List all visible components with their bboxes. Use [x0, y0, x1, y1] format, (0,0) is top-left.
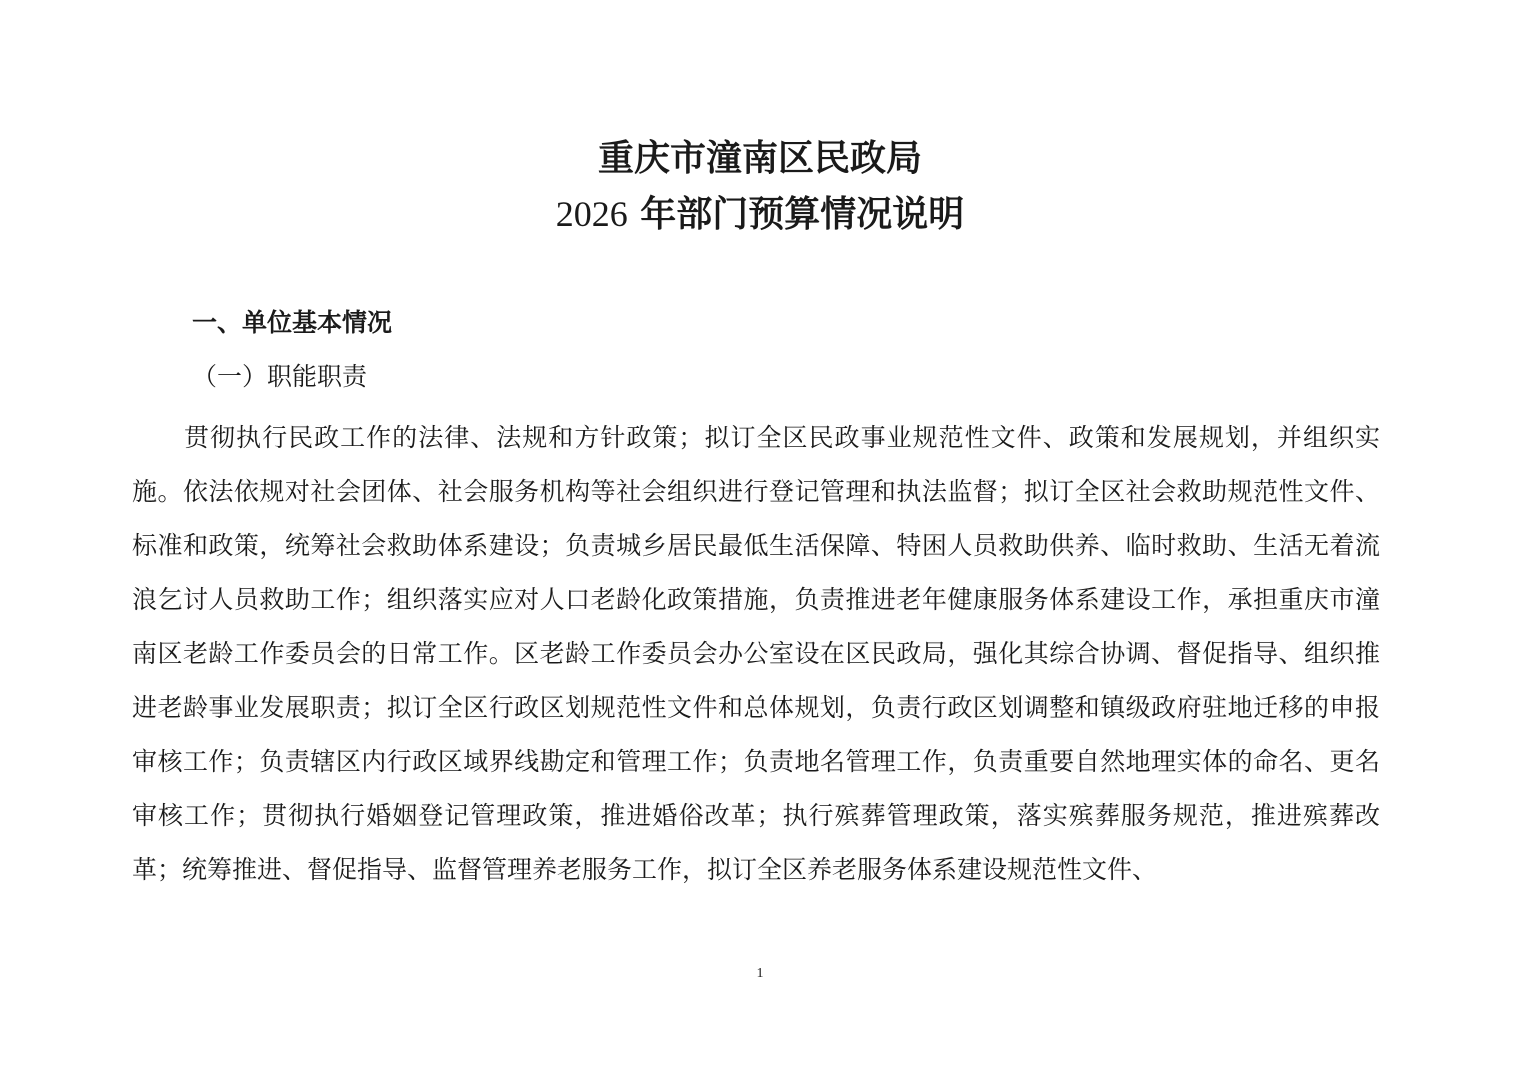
body-paragraph: 贯彻执行民政工作的法律、法规和方针政策；拟订全区民政事业规范性文件、政策和发展规划，并组织实施。依法依规对社会团体、社会服务机构等社会组织进行登记管理和执法监督；拟订全区社会救助规范性文件、标准和政策，统筹社会救助体系建设；负责城乡居民最低生活保障、特困人员救助供养、临时救助、生活无着流浪乞讨人员救助工作；组织落实应对人口老龄化政策措施，负责推进老年健康服务体系建设工作，承担重庆市潼南区老龄工作委员会的日常工作。区老龄工作委员会办公室设在区民政局，强化其综合协调、督促指导、组织推进老龄事业发展职责；拟订全区行政区划规范性文件和总体规划，负责行政区划调整和镇级政府驻地迁移的申报审核工作；负责辖区内行政区域界线勘定和管理工作；负责地名管理工作，负责重要自然地理实体的命名、更名审核工作；贯彻执行婚姻登记管理政策，推进婚俗改革；执行殡葬管理政策，落实殡葬服务规范，推进殡葬改革；统筹推进、督促指导、监督管理养老服务工作，拟订全区养老服务体系建设规范性文件、	[132, 423, 1380, 884]
document-title-line1: 重庆市潼南区民政局	[597, 137, 922, 179]
document-title-line2	[0, 186, 1520, 242]
page-number: 1	[756, 966, 764, 981]
section-heading: 一、单位基本情况	[192, 308, 393, 337]
document-title-year: 2026	[555, 194, 628, 234]
sub-heading: （一）职能职责	[192, 362, 368, 391]
document-title-line2-text: 年部门预算情况说明	[627, 193, 965, 235]
